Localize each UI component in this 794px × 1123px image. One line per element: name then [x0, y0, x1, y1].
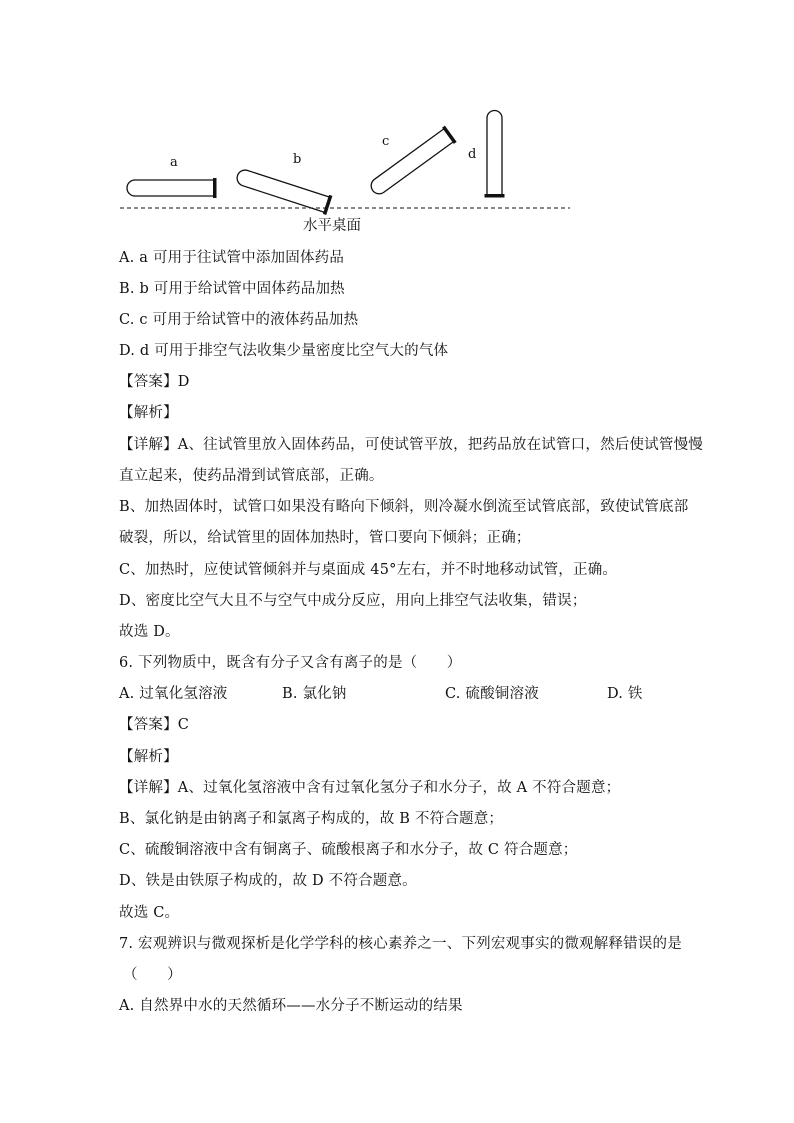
q5-explanation-line: 破裂，所以，给试管里的固体加热时，管口要向下倾斜；正确；: [119, 530, 531, 546]
tube-label-c: c: [382, 134, 390, 149]
q6-explanation-line: 【详解】A、过氧化氢溶液中含有过氧化氢分子和水分子，故 A 不符合题意；: [119, 780, 621, 796]
q5-option-c: C. c 可用于给试管中的液体药品加热: [119, 312, 359, 328]
q5-explanation-line: C、加热时，应使试管倾斜并与桌面成 45°左右，并不时地移动试管，正确。: [119, 562, 618, 578]
tube-label-b: b: [293, 152, 302, 167]
q6-option-a: A. 过氧化氢溶液: [119, 686, 228, 702]
tube-a: [127, 178, 217, 198]
q5-answer: 【答案】D: [119, 374, 190, 390]
tube-label-a: a: [170, 155, 178, 170]
q6-analysis-title: 【解析】: [119, 749, 178, 765]
figure-caption: 水平桌面: [303, 218, 361, 234]
q5-option-b: B. b 可用于给试管中固体药品加热: [119, 281, 345, 297]
q7-stem: 7. 宏观辨识与微观探析是化学学科的核心素养之一、下列宏观事实的微观解释错误的是: [119, 936, 682, 952]
q6-option-d: D. 铁: [607, 686, 643, 702]
q5-analysis-title: 【解析】: [119, 405, 178, 421]
q6-explanation-line: B、氯化钠是由钠离子和氯离子构成的，故 B 不符合题意；: [119, 811, 504, 827]
q5-explanation-line: 【详解】A、往试管里放入固体药品，可使试管平放，把药品放在试管口，然后使试管慢慢: [119, 437, 703, 453]
q6-option-c: C. 硫酸铜溶液: [445, 686, 539, 702]
q6-stem: 6. 下列物质中，既含有分子又含有离子的是（ ）: [119, 655, 462, 671]
q5-explanation-line: B、加热固体时，试管口如果没有略向下倾斜，则冷凝水倒流至试管底部，致使试管底部: [119, 499, 689, 515]
q7-stem-bracket: （ ）: [123, 967, 182, 983]
tube-label-d: d: [468, 147, 477, 162]
q5-option-a: A. a 可用于往试管中添加固体药品: [119, 250, 345, 266]
q6-explanation-line: D、铁是由铁原子构成的，故 D 不符合题意。: [119, 873, 417, 889]
q5-option-d: D. d 可用于排空气法收集少量密度比空气大的气体: [119, 343, 449, 359]
q5-explanation-line: 直立起来，使药品滑到试管底部，正确。: [119, 468, 384, 484]
q5-explanation-line: D、密度比空气大且不与空气中成分反应，用向上排空气法收集，错误；: [119, 593, 587, 609]
q7-option-a: A. 自然界中水的天然循环——水分子不断运动的结果: [119, 998, 463, 1014]
q6-option-b: B. 氯化钠: [282, 686, 347, 702]
q5-conclusion: 故选 D。: [119, 624, 180, 640]
test-tube-figure: [110, 100, 580, 240]
q6-conclusion: 故选 C。: [119, 905, 180, 921]
q6-explanation-line: C、硫酸铜溶液中含有铜离子、硫酸根离子和水分子，故 C 符合题意；: [119, 842, 578, 858]
tube-c: [367, 126, 457, 199]
tube-d: [485, 111, 505, 198]
q6-options-row: [119, 684, 659, 704]
q6-answer: 【答案】C: [119, 717, 190, 733]
